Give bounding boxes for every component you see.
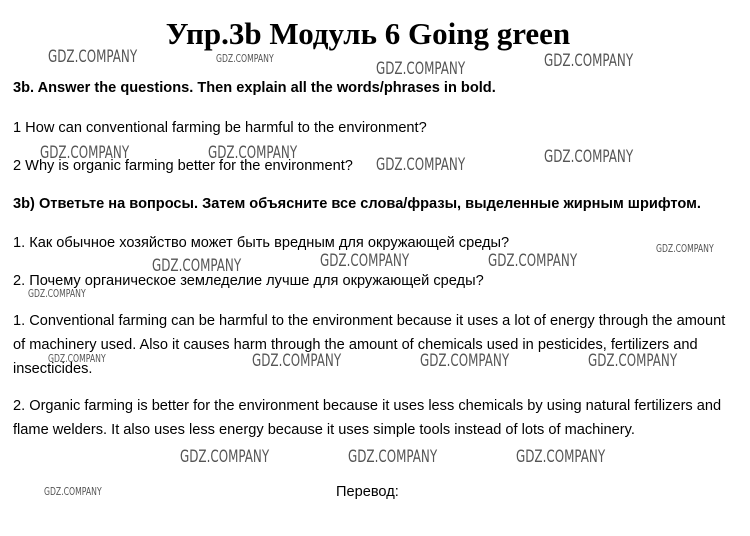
watermark: GDZ.COMPANY — [320, 251, 410, 271]
watermark: GDZ.COMPANY — [48, 47, 138, 67]
watermark: GDZ.COMPANY — [252, 351, 342, 371]
watermark: GDZ.COMPANY — [544, 51, 634, 71]
watermark: GDZ.COMPANY — [488, 251, 578, 271]
watermark: GDZ.COMPANY — [376, 59, 466, 79]
page-title: Упр.3b Модуль 6 Going green — [165, 16, 571, 51]
question-1-english: 1 How can conventional farming be harmful to the environment? — [13, 120, 427, 136]
watermark: GDZ.COMPANY — [208, 143, 298, 163]
answer-2: 2. Organic farming is better for the environment because it uses less chemicals by using natural fertilizers and flame welders. It also uses less energy because it uses simple tools instead of lots of machinery. — [13, 398, 722, 438]
watermark: GDZ.COMPANY — [28, 287, 86, 300]
watermark: GDZ.COMPANY — [152, 256, 242, 276]
watermark: GDZ.COMPANY — [216, 52, 274, 65]
watermark: GDZ.COMPANY — [44, 485, 102, 498]
translation-label: Перевод: — [336, 484, 399, 500]
watermark: GDZ.COMPANY — [420, 351, 510, 371]
watermark: GDZ.COMPANY — [656, 242, 714, 255]
watermark: GDZ.COMPANY — [376, 155, 466, 175]
watermark: GDZ.COMPANY — [48, 352, 106, 365]
instruction-russian: 3b) Ответьте на вопросы. Затем объясните все слова/фразы, выделенные жирным шрифтом. — [13, 196, 701, 212]
watermark: GDZ.COMPANY — [588, 351, 678, 371]
watermark: GDZ.COMPANY — [544, 147, 634, 167]
watermark: GDZ.COMPANY — [40, 143, 130, 163]
watermark: GDZ.COMPANY — [348, 447, 438, 467]
question-1-russian: 1. Как обычное хозяйство может быть вредным для окружающей среды? — [13, 235, 510, 251]
answer-1: 1. Conventional farming can be harmful to the environment because it uses a lot of energy through the amount of machinery used. Also it causes harm through the amount of chemicals used in pesticides, fertilizers and insecticides. — [13, 313, 726, 377]
watermark: GDZ.COMPANY — [516, 447, 606, 467]
question-2-english: 2 Why is organic farming better for the environment? — [13, 158, 353, 174]
question-2-russian: 2. Почему органическое земледелие лучше для окружающей среды? — [13, 273, 484, 289]
watermark: GDZ.COMPANY — [180, 447, 270, 467]
instruction-english: 3b. Answer the questions. Then explain all the words/phrases in bold. — [13, 80, 496, 96]
